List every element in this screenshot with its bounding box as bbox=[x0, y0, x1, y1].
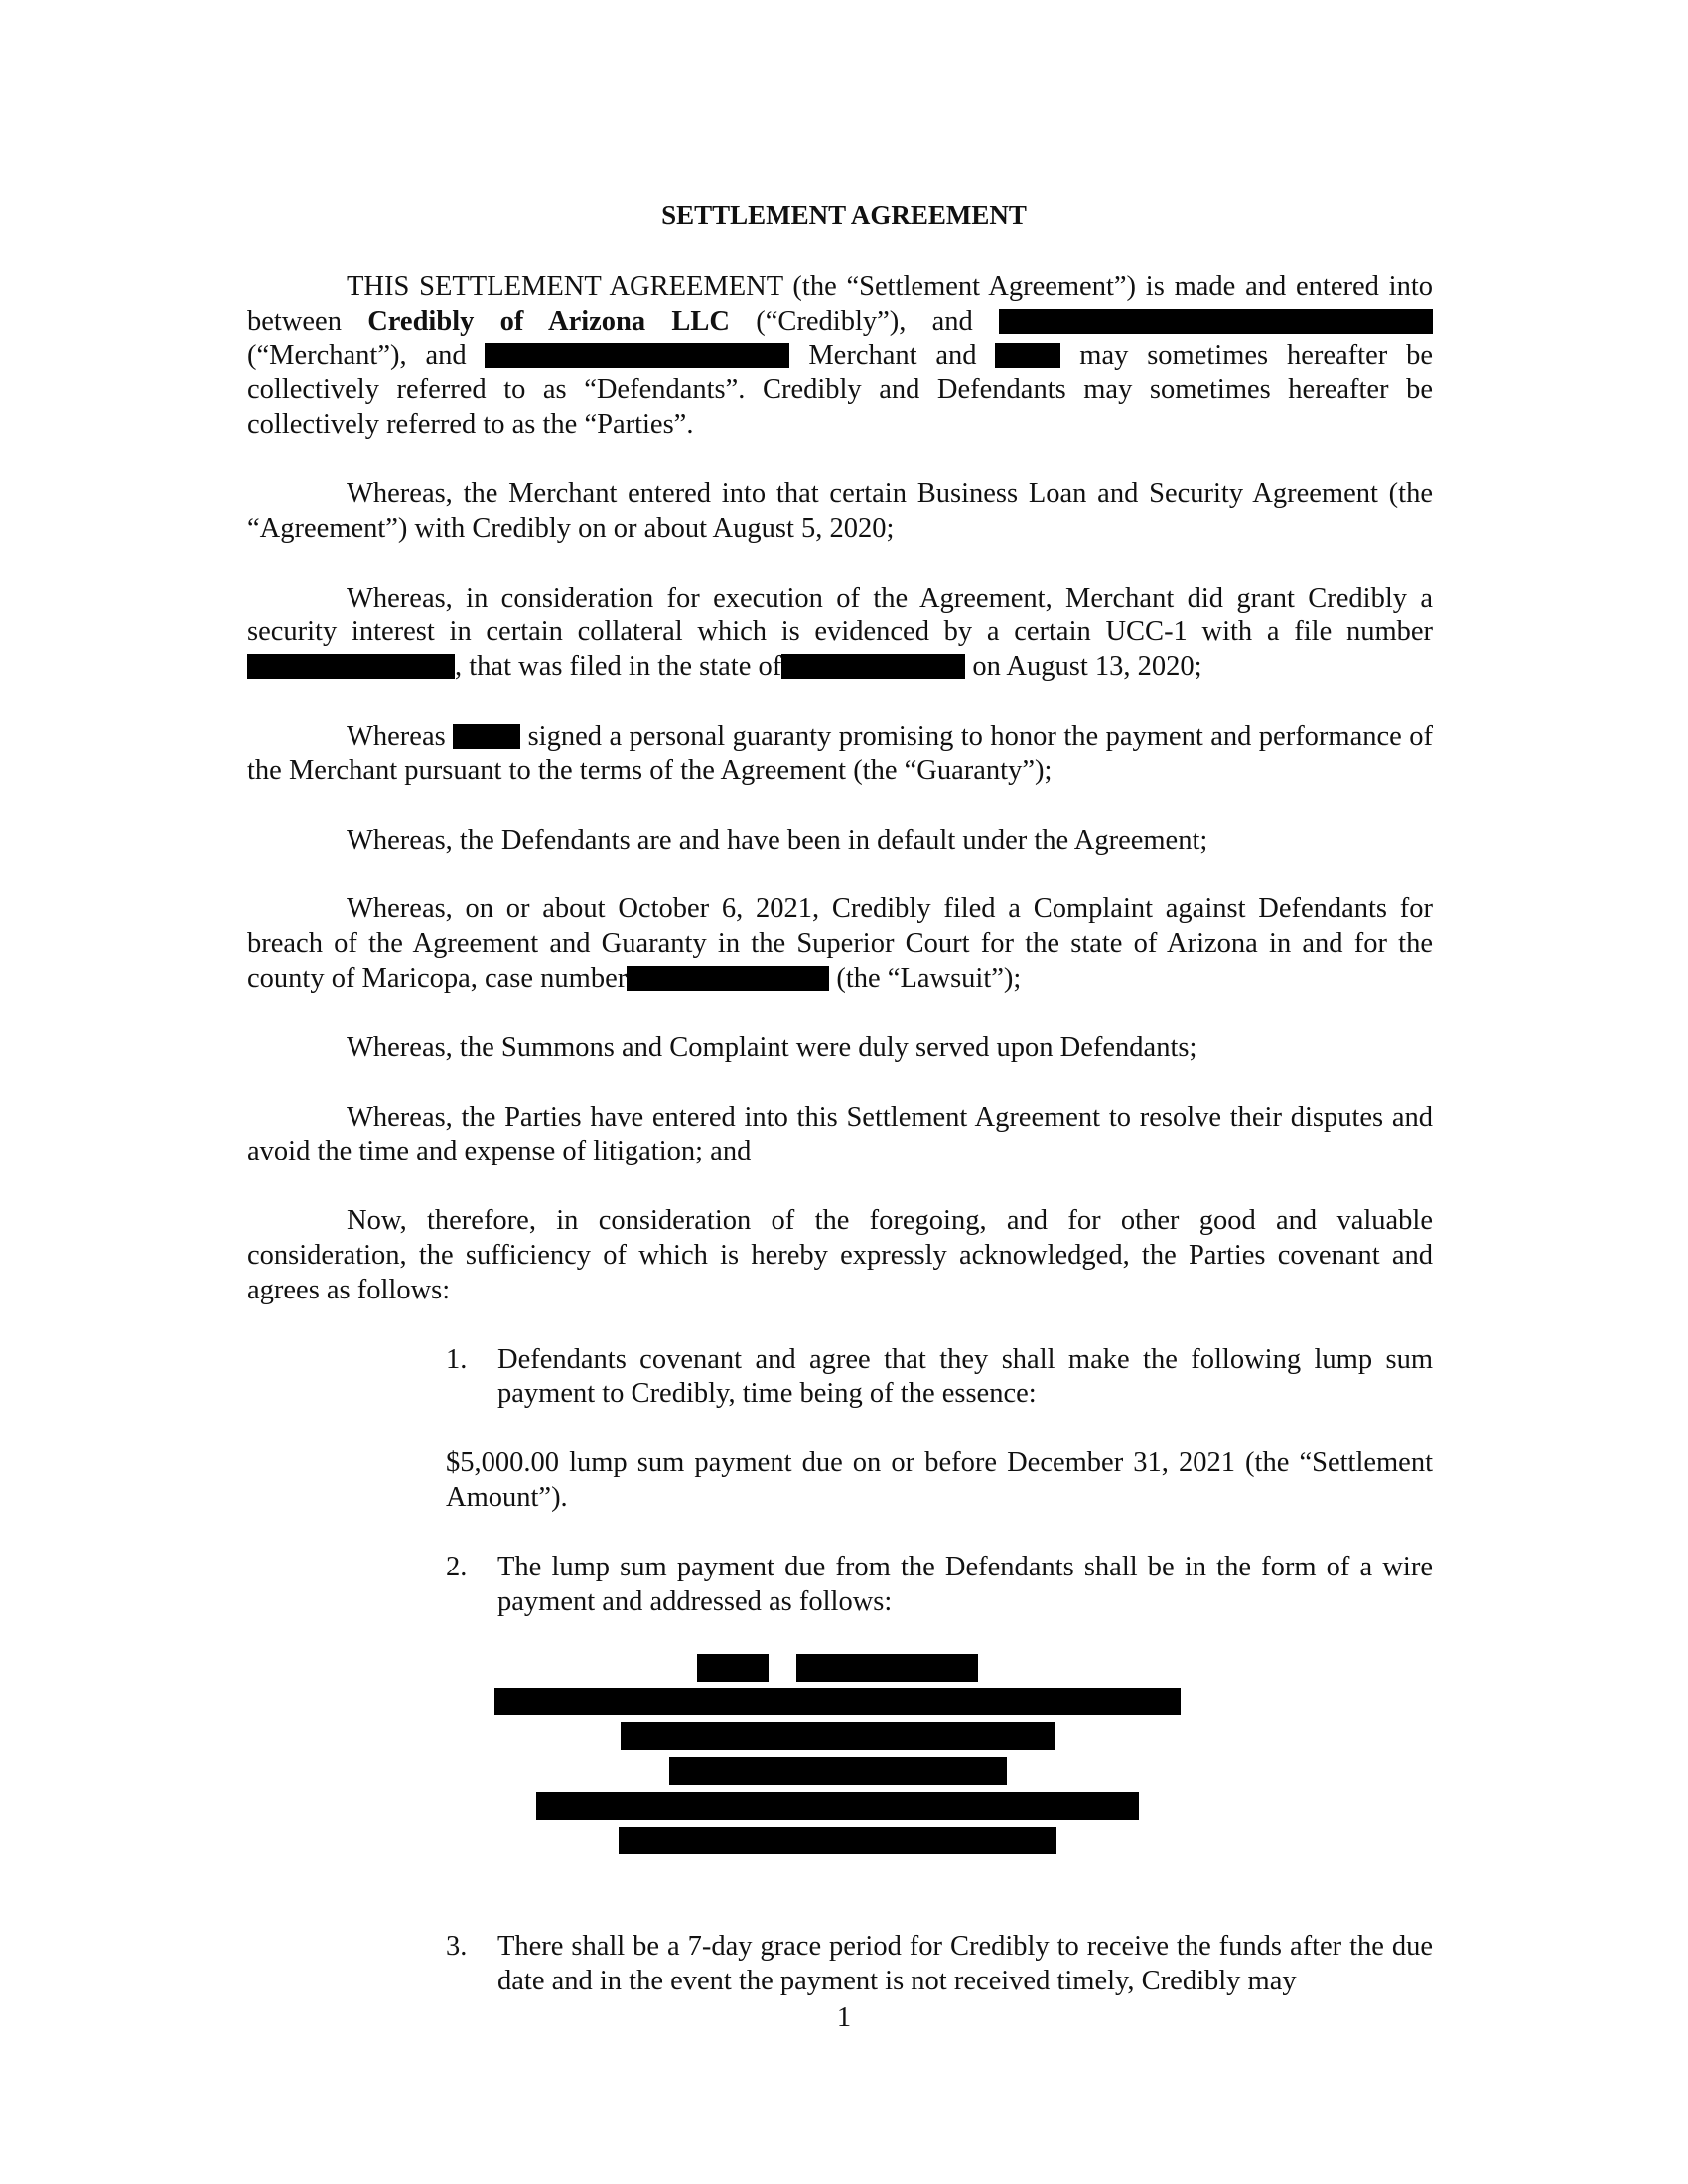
item-number: 2. bbox=[446, 1551, 468, 1582]
item-text: The lump sum payment due from the Defendants shall be in the form of a wire payment and addressed as follows: bbox=[497, 1551, 1433, 1617]
redaction-bar bbox=[536, 1792, 1139, 1820]
redaction-bar bbox=[485, 343, 789, 368]
redaction-bar bbox=[453, 724, 520, 749]
item-text: There shall be a 7-day grace period for Credibly to receive the funds after the due date and in the event the payment is not received timely, Credibly may bbox=[497, 1931, 1433, 1997]
list-item bbox=[446, 1551, 1433, 1620]
redaction-bar bbox=[494, 1688, 1181, 1715]
redaction-bar bbox=[796, 1654, 978, 1682]
document-body bbox=[247, 270, 1433, 2034]
numbered-list bbox=[446, 1551, 1433, 1620]
redaction-bar bbox=[619, 1827, 1056, 1854]
recital-consideration: Now, therefore, in consideration of the foregoing, and for other good and valuable consideration, the sufficiency of which is hereby expressly acknowledged, the Parties covenant and agrees as follows: bbox=[247, 1205, 1433, 1305]
payment-terms: $5,000.00 lump sum payment due on or before December 31, 2021 (the “Settlement Amount”). bbox=[446, 1447, 1433, 1513]
party-credibly: Credibly of Arizona LLC bbox=[367, 305, 730, 337]
intro-text: (“Credibly”), and bbox=[730, 305, 1000, 337]
intro-text: (“Merchant”), and bbox=[247, 340, 486, 371]
item-number: 3. bbox=[446, 1931, 468, 1963]
redaction-bar bbox=[697, 1654, 769, 1682]
item-text: Defendants covenant and agree that they shall make the following lump sum payment to Credibly, time being of the essence: bbox=[497, 1343, 1433, 1410]
intro-text: THIS SETTLEMENT AGREEMENT (the “Settlement Agreement”) is made and entered into between bbox=[247, 271, 1433, 337]
recital-text: , that was filed in the state of bbox=[455, 651, 782, 683]
page-number: 1 bbox=[836, 2002, 852, 2033]
document-title: SETTLEMENT AGREEMENT bbox=[661, 201, 1027, 230]
intro-paragraph bbox=[247, 270, 1433, 443]
redacted-wire-address bbox=[494, 1654, 1433, 1892]
recital-guaranty bbox=[247, 720, 1433, 789]
redaction-bar bbox=[621, 1722, 1055, 1750]
redaction-bar bbox=[999, 309, 1433, 334]
recital-default: Whereas, the Defendants are and have been in default under the Agreement; bbox=[347, 824, 1208, 856]
recital-resolution: Whereas, the Parties have entered into this Settlement Agreement to resolve their disputes and avoid the time and expense of litigation; and bbox=[247, 1101, 1433, 1167]
recital-text: (the “Lawsuit”); bbox=[829, 962, 1022, 994]
redaction-bar bbox=[247, 654, 455, 679]
recital-text: on August 13, 2020; bbox=[965, 651, 1202, 683]
recital-complaint bbox=[247, 892, 1433, 996]
recital-text: Whereas bbox=[347, 720, 454, 751]
redaction-bar bbox=[995, 343, 1060, 368]
recital-security-interest bbox=[247, 582, 1433, 685]
numbered-list bbox=[446, 1343, 1433, 1413]
recital-service: Whereas, the Summons and Complaint were duly served upon Defendants; bbox=[347, 1031, 1197, 1063]
redaction-bar bbox=[669, 1757, 1007, 1785]
list-item bbox=[446, 1343, 1433, 1413]
numbered-list bbox=[446, 1930, 1433, 1999]
redaction-bar bbox=[781, 654, 965, 679]
recital-text: Whereas, on or about October 6, 2021, Credibly filed a Complaint against Defendants for breach of the Agreement and Guaranty in the Superior Court for the state of Arizona in and for the county of Maricopa, case number bbox=[247, 893, 1433, 994]
intro-text: may sometimes hereafter be collectively referred to as “Defendants”. Credibly and Defendants may sometimes hereafter be collectively referred to as the “Parties”. bbox=[247, 340, 1433, 441]
intro-text: Merchant and bbox=[789, 340, 996, 371]
recital-agreement: Whereas, the Merchant entered into that certain Business Loan and Security Agreement (the “Agreement”) with Credibly on or about August 5, 2020; bbox=[247, 478, 1433, 544]
recital-text: signed a personal guaranty promising to honor the payment and performance of the Merchant pursuant to the terms of the Agreement (the “Guaranty”); bbox=[247, 720, 1433, 786]
redaction-bar bbox=[627, 966, 829, 991]
item-number: 1. bbox=[446, 1343, 468, 1375]
recital-text: Whereas, in consideration for execution of the Agreement, Merchant did grant Credibly a security interest in certain collateral which is evidenced by a certain UCC-1 with a file number bbox=[247, 582, 1433, 648]
list-item bbox=[446, 1930, 1433, 1999]
